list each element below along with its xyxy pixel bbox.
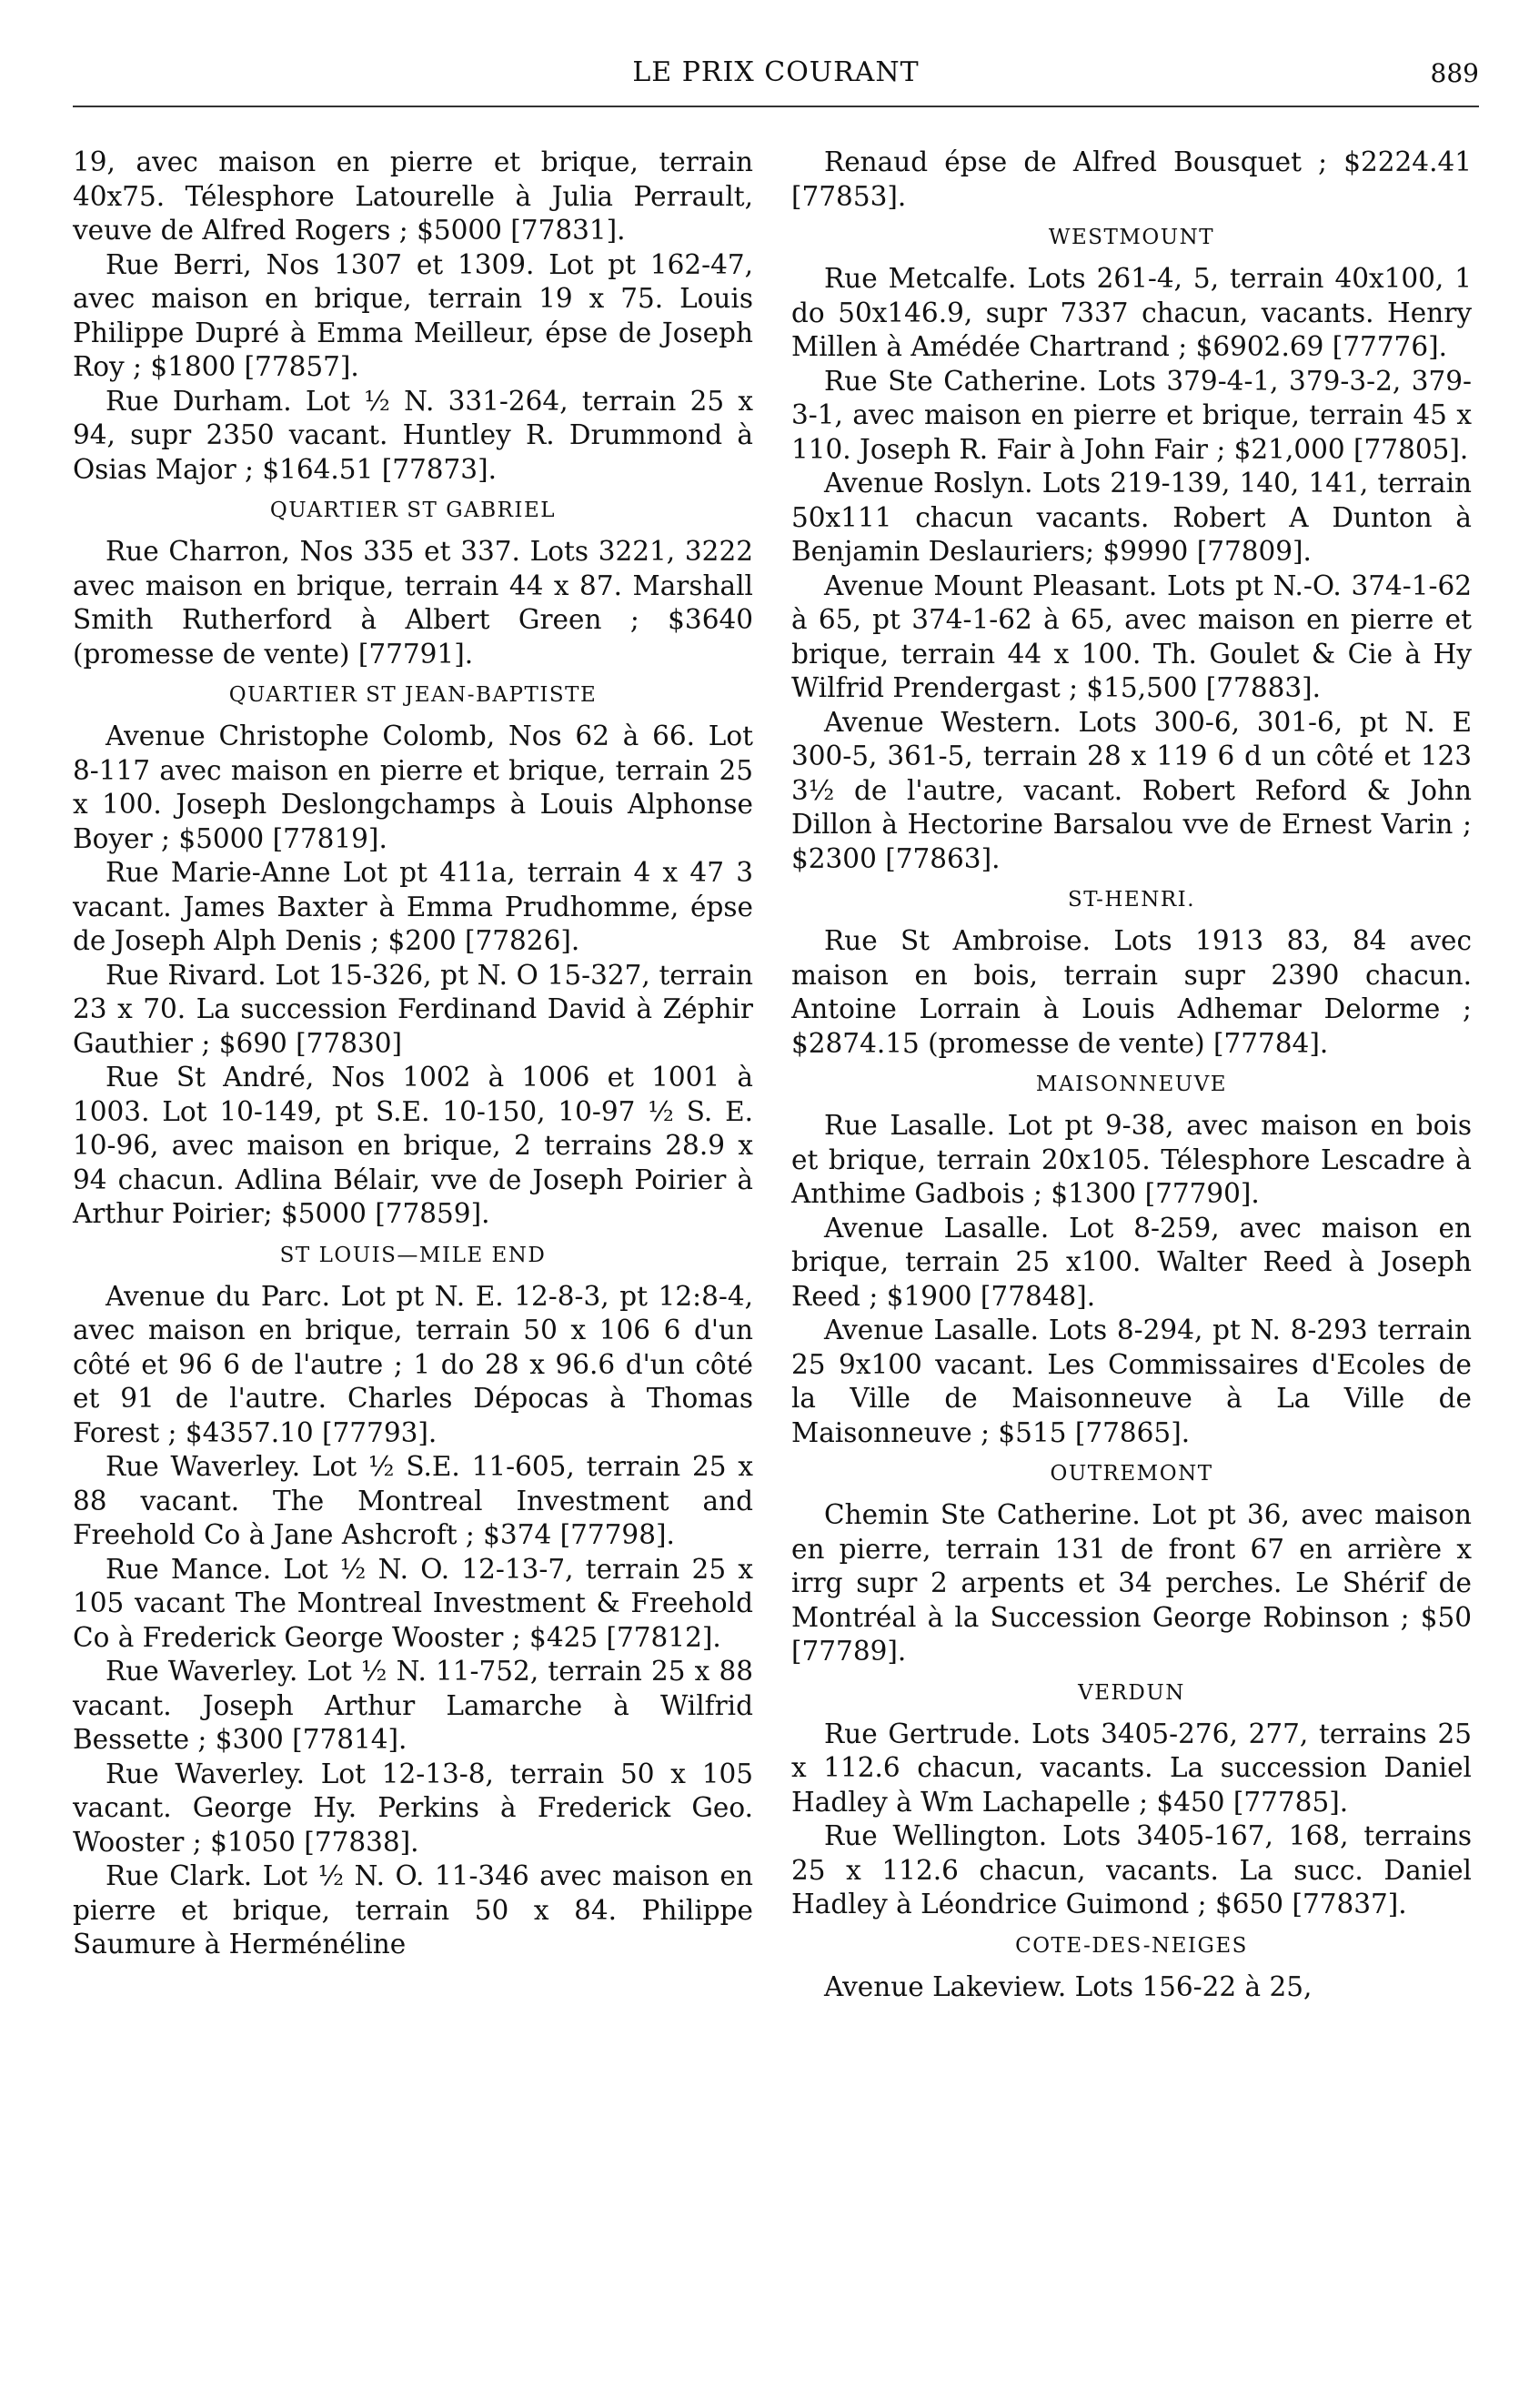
page-number: 889 [1430, 58, 1479, 88]
section-heading: VERDUN [1078, 1680, 1185, 1705]
entry-paragraph: Avenue Lakeview. Lots 156-22 à 25, [824, 1970, 1313, 2002]
section-heading: QUARTIER ST GABRIEL [269, 499, 557, 522]
entry-paragraph: Avenue Western. Lots 300-6, 301-6, pt N. E 300-5, 361-5, terrain 28 x 119 6 d un côté et 123 3½ de l'autre, vacant. Robert Reford & John Dillon à Hectorine Barsalou vve de Ernest Varin ; $2300 [77863]. [791, 706, 1472, 874]
entry-paragraph: Rue Marie-Anne Lot pt 411a, terrain 4 x 47 3 vacant. James Baxter à Emma Prudhomme, épse de Joseph Alph Denis ; $200 [77826]. [73, 857, 753, 956]
right-column [791, 146, 1472, 2004]
entry-paragraph: Rue Clark. Lot ½ N. O. 11-346 avec maison en pierre et brique, terrain 50 x 84. Philippe Saumure à Herménéline [73, 1860, 753, 1960]
left-column [73, 146, 753, 1962]
section-heading: ST LOUIS—MILE END [279, 1243, 547, 1267]
section-heading: WESTMOUNT [1048, 226, 1215, 249]
entry-paragraph: Avenue Lasalle. Lot 8-259, avec maison en brique, terrain 25 x100. Walter Reed à Joseph Reed ; $1900 [77848]. [791, 1212, 1472, 1312]
entry-paragraph: Rue Metcalfe. Lots 261-4, 5, terrain 40x100, 1 do 50x146.9, supr 7337 chacun, vacants. Henry Millen à Amédée Chartrand ; $6902.69 [77776]. [791, 263, 1472, 362]
entry-paragraph: Rue Rivard. Lot 15-326, pt N. O 15-327, terrain 23 x 70. La succession Ferdinand David à Zéphir Gauthier ; $690 [77830] [73, 959, 753, 1059]
header-rule [73, 106, 1479, 107]
entry-paragraph: Rue Lasalle. Lot pt 9-38, avec maison en bois et brique, terrain 20x105. Télesphore Lescadre à Anthime Gadbois ; $1300 [77790]. [791, 1110, 1472, 1209]
entry-paragraph: Avenue Mount Pleasant. Lots pt N.-O. 374-1-62 à 65, pt 374-1-62 à 65, avec maison en pierre et brique, terrain 44 x 100. Th. Goulet & Cie à Hy Wilfrid Prendergast ; $15,500 [77883]. [791, 569, 1472, 703]
entry-paragraph: Rue Charron, Nos 335 et 337. Lots 3221, 3222 avec maison en brique, terrain 44 x 87. Marshall Smith Rutherford à Albert Green ; $3640 (promesse de vente) [77791]. [73, 536, 753, 670]
entry-paragraph: Rue Ste Catherine. Lots 379-4-1, 379-3-2, 379-3-1, avec maison en pierre et brique, terrain 45 x 110. Joseph R. Fair à John Fair ; $21,000 [77805]. [791, 365, 1472, 465]
page-header [73, 56, 1479, 107]
section-heading: OUTREMONT [1050, 1462, 1213, 1486]
section-heading: MAISONNEUVE [1035, 1073, 1228, 1096]
section-heading: COTE-DES-NEIGES [1015, 1933, 1248, 1958]
entry-paragraph: Rue Waverley. Lot 12-13-8, terrain 50 x 105 vacant. George Hy. Perkins à Frederick Geo. Wooster ; $1050 [77838]. [73, 1758, 753, 1858]
entry-paragraph: Rue St André, Nos 1002 à 1006 et 1001 à 1003. Lot 10-149, pt S.E. 10-150, 10-97 ½ S. E. 10-96, avec maison en brique, 2 terrains 28.9 x 94 chacun. Adlina Bélair, vve de Joseph Poirier à Arthur Poirier; $5000 [77859]. [73, 1062, 753, 1229]
entry-paragraph: Avenue Roslyn. Lots 219-139, 140, 141, terrain 50x111 chacun vacants. Robert A Dunton à Benjamin Deslauriers; $9990 [77809]. [791, 468, 1472, 567]
section-heading: ST-HENRI. [1067, 888, 1196, 912]
entry-paragraph: Avenue Christophe Colomb, Nos 62 à 66. Lot 8-117 avec maison en pierre et brique, terrain 25 x 100. Joseph Deslongchamps à Louis Alphonse Boyer ; $5000 [77819]. [73, 720, 753, 854]
entry-paragraph: Rue Gertrude. Lots 3405-276, 277, terrains 25 x 112.6 chacun, vacants. La succession Daniel Hadley à Wm Lachapelle ; $450 [77785]. [791, 1718, 1472, 1818]
entry-paragraph: Rue Waverley. Lot ½ S.E. 11-605, terrain 25 x 88 vacant. The Montreal Investment and Freehold Co à Jane Ashcroft ; $374 [77798]. [73, 1451, 753, 1550]
entry-paragraph: Rue Berri, Nos 1307 et 1309. Lot pt 162-47, avec maison en brique, terrain 19 x 75. Louis Philippe Dupré à Emma Meilleur, épse de Joseph Roy ; $1800 [77857]. [73, 248, 753, 382]
entry-paragraph: Avenue du Parc. Lot pt N. E. 12-8-3, pt 12:8-4, avec maison en brique, terrain 50 x 106 6 d'un côté et 96 6 de l'autre ; 1 do 28 x 96.6 d'un côté et 91 de l'autre. Charles Dépocas à Thomas Forest ; $4357.10 [77793]. [73, 1280, 753, 1448]
entry-paragraph: Rue St Ambroise. Lots 1913 83, 84 avec maison en bois, terrain supr 2390 chacun. Antoine Lorrain à Louis Adhemar Delorme ; $2874.15 (promesse de vente) [77784]. [791, 925, 1472, 1059]
section-heading: QUARTIER ST JEAN-BAPTISTE [228, 683, 598, 707]
entry-paragraph: Rue Wellington. Lots 3405-167, 168, terrains 25 x 112.6 chacun, vacants. La succ. Daniel Hadley à Léondrice Guimond ; $650 [77837]. [791, 1820, 1472, 1919]
entry-paragraph: Rue Mance. Lot ½ N. O. 12-13-7, terrain 25 x 105 vacant The Montreal Investment & Freehold Co à Frederick George Wooster ; $425 [77812]. [73, 1553, 753, 1653]
journal-title: LE PRIX COURANT [632, 56, 920, 88]
entry-paragraph: Rue Durham. Lot ½ N. 331-264, terrain 25 x 94, supr 2350 vacant. Huntley R. Drummond à Osias Major ; $164.51 [77873]. [73, 385, 753, 485]
entry-paragraph: Chemin Ste Catherine. Lot pt 36, avec maison en pierre, terrain 131 de front 67 en arrière x irrg supr 2 arpents et 34 perches. Le Shérif de Montréal à la Succession George Robinson ; $50 [77789]. [791, 1499, 1472, 1667]
entry-paragraph: Rue Waverley. Lot ½ N. 11-752, terrain 25 x 88 vacant. Joseph Arthur Lamarche à Wilfrid Bessette ; $300 [77814]. [73, 1656, 753, 1755]
entry-paragraph: Avenue Lasalle. Lots 8-294, pt N. 8-293 terrain 25 9x100 vacant. Les Commissaires d'Ecoles de la Ville de Maisonneuve à La Ville de Maisonneuve ; $515 [77865]. [791, 1315, 1472, 1448]
entry-paragraph: Renaud épse de Alfred Bousquet ; $2224.41 [77853]. [791, 146, 1472, 212]
entry-paragraph: 19, avec maison en pierre et brique, terrain 40x75. Télesphore Latourelle à Julia Perrault, veuve de Alfred Rogers ; $5000 [77831]. [73, 146, 753, 246]
